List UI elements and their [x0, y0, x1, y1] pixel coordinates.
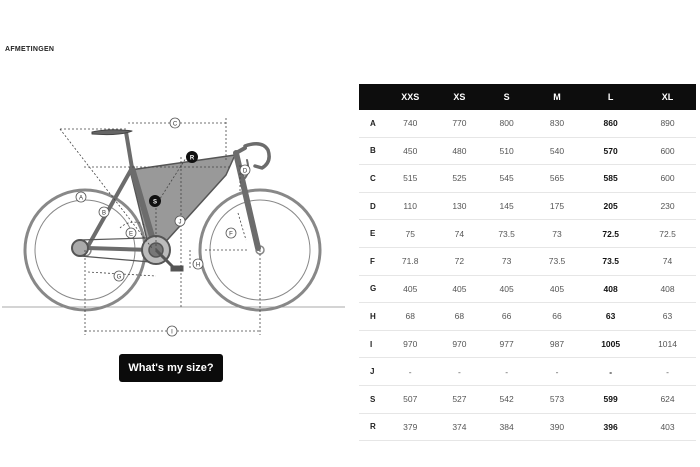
bike-geometry-diagram	[0, 95, 345, 345]
table-row	[359, 330, 696, 358]
table-cell: 987	[532, 330, 582, 358]
table-cell: 73	[481, 247, 531, 275]
row-label: D	[359, 192, 383, 220]
table-cell: 72.5	[582, 220, 639, 248]
table-cell: 72.5	[639, 220, 696, 248]
table-cell: 405	[481, 275, 531, 303]
table-row	[359, 385, 696, 413]
table-cell: 977	[481, 330, 531, 358]
table-cell: 74	[437, 220, 481, 248]
table-cell: 68	[383, 303, 437, 331]
table-cell: 73.5	[481, 220, 531, 248]
table-cell: 63	[639, 303, 696, 331]
label-g-marker	[114, 271, 124, 281]
table-cell: 542	[481, 385, 531, 413]
table-cell: 573	[532, 385, 582, 413]
table-header-l: L	[582, 84, 639, 110]
table-cell: 73.5	[532, 247, 582, 275]
table-row	[359, 275, 696, 303]
table-cell: 384	[481, 413, 531, 441]
table-cell: -	[383, 358, 437, 386]
svg-text:J: J	[178, 219, 182, 226]
row-label: A	[359, 110, 383, 137]
row-label: S	[359, 385, 383, 413]
table-cell: 525	[437, 165, 481, 193]
whats-my-size-button[interactable]: What's my size?	[119, 354, 223, 382]
table-header-m: M	[532, 84, 582, 110]
label-j-marker	[175, 216, 185, 226]
table-cell: 374	[437, 413, 481, 441]
row-label: G	[359, 275, 383, 303]
label-c-marker	[170, 118, 180, 128]
label-a-marker	[76, 192, 86, 202]
table-header-xs: XS	[437, 84, 481, 110]
row-label: J	[359, 358, 383, 386]
table-cell: 970	[437, 330, 481, 358]
table-cell: 71.8	[383, 247, 437, 275]
row-label: R	[359, 413, 383, 441]
section-title: AFMETINGEN	[5, 46, 55, 53]
svg-text:H: H	[195, 262, 201, 269]
table-row	[359, 165, 696, 193]
svg-text:A: A	[78, 195, 84, 202]
table-cell: 624	[639, 385, 696, 413]
table-cell: 599	[582, 385, 639, 413]
row-label: H	[359, 303, 383, 331]
table-cell: 830	[532, 110, 582, 137]
row-label: B	[359, 137, 383, 165]
table-cell: 175	[532, 192, 582, 220]
table-cell: 800	[481, 110, 531, 137]
table-row	[359, 220, 696, 248]
svg-text:S: S	[152, 199, 158, 206]
row-label: I	[359, 330, 383, 358]
table-row	[359, 137, 696, 165]
table-header-corner	[359, 84, 383, 110]
table-cell: 585	[582, 165, 639, 193]
label-d-marker	[240, 165, 250, 175]
table-cell: 450	[383, 137, 437, 165]
table-row	[359, 247, 696, 275]
label-h-marker	[193, 259, 203, 269]
table-cell: 145	[481, 192, 531, 220]
label-f-marker	[226, 228, 236, 238]
table-cell: 1005	[582, 330, 639, 358]
table-cell: 770	[437, 110, 481, 137]
table-cell: 66	[532, 303, 582, 331]
table-cell: 72	[437, 247, 481, 275]
table-row	[359, 192, 696, 220]
svg-text:E: E	[128, 231, 134, 238]
table-cell: 379	[383, 413, 437, 441]
table-cell: 545	[481, 165, 531, 193]
table-cell: 74	[639, 247, 696, 275]
table-row	[359, 303, 696, 331]
label-i-marker	[167, 326, 177, 336]
table-cell: -	[532, 358, 582, 386]
table-cell: 565	[532, 165, 582, 193]
table-row	[359, 358, 696, 386]
table-cell: 1014	[639, 330, 696, 358]
table-cell: 408	[639, 275, 696, 303]
table-cell: 860	[582, 110, 639, 137]
svg-text:G: G	[116, 274, 122, 281]
table-cell: 480	[437, 137, 481, 165]
svg-text:F: F	[229, 231, 233, 238]
svg-text:C: C	[172, 121, 178, 128]
table-cell: 515	[383, 165, 437, 193]
table-cell: 527	[437, 385, 481, 413]
table-cell: 405	[437, 275, 481, 303]
row-label: E	[359, 220, 383, 248]
row-label: F	[359, 247, 383, 275]
table-cell: 68	[437, 303, 481, 331]
table-cell: 600	[639, 165, 696, 193]
label-s-marker	[150, 196, 161, 207]
table-cell: 205	[582, 192, 639, 220]
table-cell: 970	[383, 330, 437, 358]
bike-frame	[87, 130, 269, 252]
row-label: C	[359, 165, 383, 193]
svg-text:I: I	[171, 329, 173, 336]
table-cell: 507	[383, 385, 437, 413]
table-header-row	[359, 84, 696, 110]
label-b-marker	[99, 207, 109, 217]
label-e-marker	[126, 228, 136, 238]
table-cell: -	[481, 358, 531, 386]
table-cell: 63	[582, 303, 639, 331]
table-cell: 405	[383, 275, 437, 303]
table-cell: 396	[582, 413, 639, 441]
table-cell: -	[582, 358, 639, 386]
table-cell: 890	[639, 110, 696, 137]
svg-text:B: B	[101, 210, 107, 217]
table-header-xxs: XXS	[383, 84, 437, 110]
table-cell: -	[639, 358, 696, 386]
table-row	[359, 413, 696, 441]
table-cell: 130	[437, 192, 481, 220]
table-cell: 405	[532, 275, 582, 303]
svg-text:D: D	[242, 168, 248, 175]
table-cell: 540	[532, 137, 582, 165]
table-body	[359, 110, 696, 441]
table-row	[359, 110, 696, 137]
geometry-table	[359, 84, 696, 441]
table-header-s: S	[481, 84, 531, 110]
table-cell: 75	[383, 220, 437, 248]
table-cell: 510	[481, 137, 531, 165]
label-r-marker	[187, 152, 198, 163]
table-cell: 110	[383, 192, 437, 220]
svg-text:R: R	[189, 155, 195, 162]
table-cell: 390	[532, 413, 582, 441]
table-cell: 73	[532, 220, 582, 248]
table-cell: 403	[639, 413, 696, 441]
table-cell: 230	[639, 192, 696, 220]
table-cell: 73.5	[582, 247, 639, 275]
table-header-xl: XL	[639, 84, 696, 110]
table-cell: 740	[383, 110, 437, 137]
table-cell: 66	[481, 303, 531, 331]
table-cell: 408	[582, 275, 639, 303]
table-cell: 570	[582, 137, 639, 165]
table-cell: 600	[639, 137, 696, 165]
table-cell: -	[437, 358, 481, 386]
